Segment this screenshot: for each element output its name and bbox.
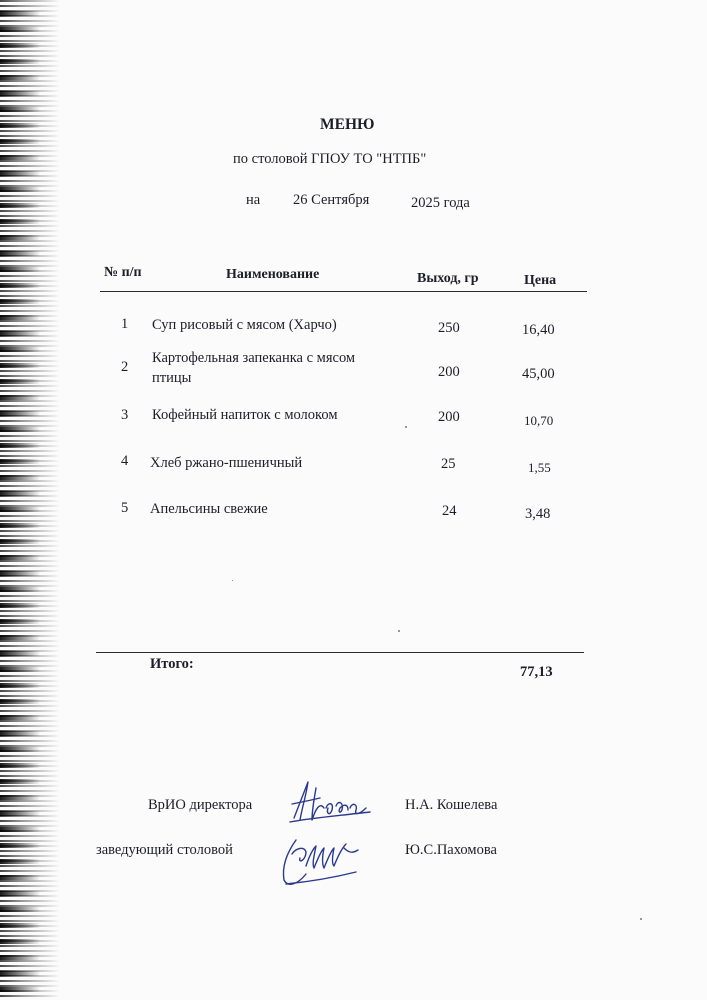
row-yield: 250 [438,320,460,336]
row-name: Кофейный напиток с молоком [152,407,338,423]
row-number: 3 [121,407,129,423]
row-price: 16,40 [522,322,555,338]
signature-director [286,778,376,828]
header-price: Цена [524,273,557,288]
total-label: Итого: [150,656,194,672]
signer-name-director: Н.А. Кошелева [405,797,498,813]
document-subtitle: по столовой ГПОУ ТО "НТПБ" [233,151,427,167]
signature-canteen-head [276,832,366,892]
signer-role-director: ВрИО директора [148,797,253,813]
header-yield: Выход, гр [417,271,479,286]
row-name: Картофельная запеканка с мясом [152,350,356,366]
row-yield: 200 [438,364,460,380]
row-yield: 200 [438,409,460,425]
header-number: № п/п [104,265,142,280]
total-value: 77,13 [520,664,553,680]
row-yield: 25 [441,456,456,472]
scan-speck [640,918,642,920]
row-number: 4 [121,453,129,469]
scan-speck [232,580,233,581]
row-price: 45,00 [522,366,555,382]
row-number: 5 [121,500,129,516]
row-yield: 24 [442,503,457,519]
header-divider [100,291,587,292]
row-price: 3,48 [525,506,551,522]
row-price: 10,70 [524,413,554,428]
row-price: 1,55 [528,460,551,475]
signer-name-canteen-head: Ю.С.Пахомова [405,842,497,858]
scan-speck [405,426,407,428]
total-divider [96,652,584,653]
row-name: Хлеб ржано-пшеничный [150,455,303,471]
date-year: 2025 года [411,195,470,211]
row-name-continued: птицы [152,370,192,386]
row-number: 1 [121,316,129,332]
date-prefix: на [246,192,261,208]
scan-speck [398,630,400,632]
signer-role-canteen-head: заведующий столовой [96,842,233,858]
row-name: Апельсины свежие [150,501,268,517]
header-name: Наименование [226,267,320,282]
scan-edge-shadow-bands [0,0,40,1000]
date-day-month: 26 Сентября [293,192,370,208]
row-number: 2 [121,359,129,375]
document-title: МЕНЮ [320,116,375,133]
row-name: Суп рисовый с мясом (Харчо) [152,317,337,333]
